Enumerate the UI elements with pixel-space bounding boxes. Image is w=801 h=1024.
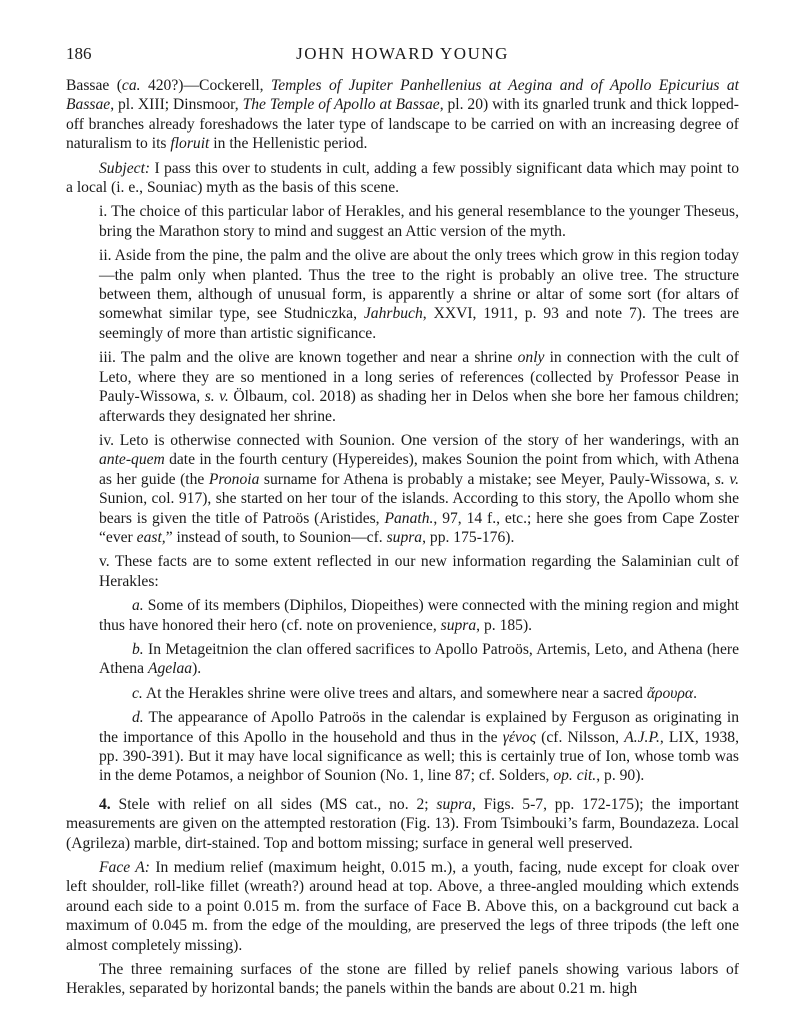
text-run: surname for Athena is probably a mistake; see Meyer, Pauly-Wissowa, [259, 470, 715, 488]
italic-run: b. [132, 640, 144, 658]
text-run: Some of its members (Diphilos, Diopeithes) were connected with the mining region and might thus have honored their hero (cf. note on provenience, [99, 597, 739, 634]
text-run: , LIX, 1938, pp. 390-391). But it may have local significance as well; this is certainly true of Ion, whose tomb was in the deme Potamos, a neighbor of Sounion (No. 1, line 87; cf. Solders, [99, 728, 739, 785]
italic-run: The Temple of Apollo at Bassae [242, 96, 440, 114]
paragraph-face-a [66, 858, 739, 955]
italic-run: s. v. [714, 470, 739, 488]
italic-run: c. [132, 684, 143, 702]
italic-run: a. [132, 597, 144, 615]
list-item-ii [99, 246, 739, 343]
text-run: In medium relief (maximum height, 0.015 m.), a youth, facing, nude except for cloak over left shoulder, roll-like fillet (wreath?) around head at top. Above, a three-angled moulding which extends around each side to a point 0.015 m. from the surface of Face B. Above this, on a background cut back a maximum of 0.045 m. from the edge of the moulding, are preserved the legs of three tripods (the left one almost completely missing). [66, 859, 739, 954]
text-run: Stele with relief on all sides (MS cat., no. 2; [110, 795, 437, 813]
italic-run: Jahrbuch [363, 305, 423, 323]
italic-run: d. [132, 709, 144, 727]
text-run: ii. Aside from the pine, the palm and the olive are about the only trees which grow in this region today—the palm only when planted. Thus the tree to the right is probably an olive tree. The structure between them, although of unusual form, is apparently a shrine or altar of some sort (for altars of somewhat similar type, see Studniczka, [99, 247, 739, 323]
italic-run: Agelaa [147, 660, 193, 678]
text-run: In Metageitnion the clan offered sacrifices to Apollo Patroös, Artemis, Leto, and Athena (here Athena [99, 640, 739, 678]
text-run: At the Herakles shrine were olive trees and altars, and somewhere near a sacred [142, 684, 647, 702]
running-title: JOHN HOWARD YOUNG [296, 44, 509, 63]
paragraph-continuation [66, 76, 739, 154]
text-run: in connection with the cult of Leto, where they are so mentioned in a long series of references (collected by Professor Pease in Pauly-Wissowa, [99, 349, 739, 406]
list-subitem-d [99, 708, 739, 786]
bold-run: 4. [99, 795, 111, 813]
text-run: iii. The palm and the olive are known together and near a shrine [99, 349, 518, 367]
text-run: in the Hellenistic period. [209, 135, 368, 153]
italic-run: Temples of Jupiter Panhellenius at Aegina and of Apollo Epicurius at Bassae [66, 77, 739, 114]
italic-run: supra [440, 616, 477, 634]
italic-run: Subject: [99, 159, 151, 177]
paragraph-remaining-surfaces [66, 960, 739, 999]
list-subitem-b [99, 640, 739, 679]
text-run: , pp. 175-176). [422, 528, 515, 546]
text-run: , pl. XIII; Dinsmoor, [110, 96, 243, 114]
list-item-iii [99, 348, 739, 426]
list-item-i [99, 202, 739, 241]
text-run: ). [192, 660, 202, 678]
italic-run: ἄρουρα [646, 684, 694, 702]
page-number: 186 [66, 44, 92, 63]
italic-run: γένος [502, 728, 537, 746]
paragraph-item-4 [66, 795, 739, 853]
page-header [66, 44, 739, 68]
italic-run: supra [436, 795, 472, 813]
italic-run: Face A: [99, 859, 150, 877]
italic-run: Panath. [384, 509, 434, 527]
text-run: , p. 90). [596, 767, 645, 785]
text-run: Bassae ( [66, 77, 122, 94]
list-item-iv [99, 431, 739, 547]
text-run: Sunion, col. 917), she started on her tour of the islands. According to this story, the Apollo whom she bears is given the title of Patroös (Aristides, [99, 490, 739, 527]
italic-run: op. cit. [553, 767, 597, 785]
text-run: . [693, 684, 698, 702]
italic-run: only [517, 349, 545, 367]
body-text [66, 76, 739, 1004]
text-run: , p. 185). [476, 616, 533, 634]
text-run: 420?)—Cockerell, [140, 77, 271, 94]
text-run: ” instead of south, to Sounion—cf. [165, 528, 387, 546]
italic-run: floruit [170, 135, 210, 153]
list-subitem-c [99, 684, 739, 703]
italic-run: east, [136, 528, 166, 546]
text-run: iv. Leto is otherwise connected with Sounion. One version of the story of her wanderings, with an [99, 431, 739, 449]
italic-run: Pronoia [208, 470, 260, 488]
text-run: (cf. Nilsson, [536, 728, 625, 746]
italic-run: ca. [121, 77, 141, 94]
italic-run: ante-quem [99, 451, 165, 469]
list-item-v [99, 552, 739, 591]
text-run: date in the fourth century (Hypereides), makes Sounion the point from which, with Athena as her guide (the [99, 451, 739, 488]
text-run: , 97, 14 f., etc.; here she goes from Cape Zoster “ever [99, 509, 739, 546]
italic-run: s. v. [204, 388, 229, 406]
paragraph-subject [66, 159, 739, 198]
text-run: v. These facts are to some extent reflected in our new information regarding the Salaminian cult of Herakles: [99, 553, 739, 590]
text-run: , pl. 20) with its gnarled trunk and thick lopped-off branches already foreshadows the later type of landscape to be carried on with an increasing degree of naturalism to its [66, 96, 740, 153]
text-run: The appearance of Apollo Patroös in the calendar is explained by Ferguson as originating in the importance of this Apollo in the household and thus in the [99, 709, 739, 746]
text-run: I pass this over to students in cult, adding a few possibly significant data which may point to a local (i. e., Souniac) myth as the basis of this scene. [66, 159, 739, 197]
text-run: Ölbaum, col. 2018) as shading her in Delos when she bore her famous children; afterwards they designated her shrine. [99, 388, 739, 425]
italic-run: A.J.P. [624, 728, 660, 746]
text-run: i. The choice of this particular labor of Herakles, and his general resemblance to the younger Theseus, bring the Marathon story to mind and suggest an Attic version of the myth. [99, 203, 739, 240]
text-run: , Figs. 5-7, pp. 172-175); the important measurements are given on the attempted restoration (Fig. 13). From Tsimbouki’s farm, Boundazeza. Local (Agrileza) marble, dirt-stained. Top and bottom missing; surface in general well preserved. [66, 795, 739, 852]
text-run: , XXVI, 1911, p. 93 and note 7). The trees are seemingly of more than artistic significance. [99, 305, 739, 342]
text-run: The three remaining surfaces of the stone are filled by relief panels showing various labors of Herakles, separated by horizontal bands; the panels within the bands are about 0.21 m. high [66, 961, 739, 998]
italic-run: supra [386, 528, 423, 546]
list-subitem-a [99, 596, 739, 635]
